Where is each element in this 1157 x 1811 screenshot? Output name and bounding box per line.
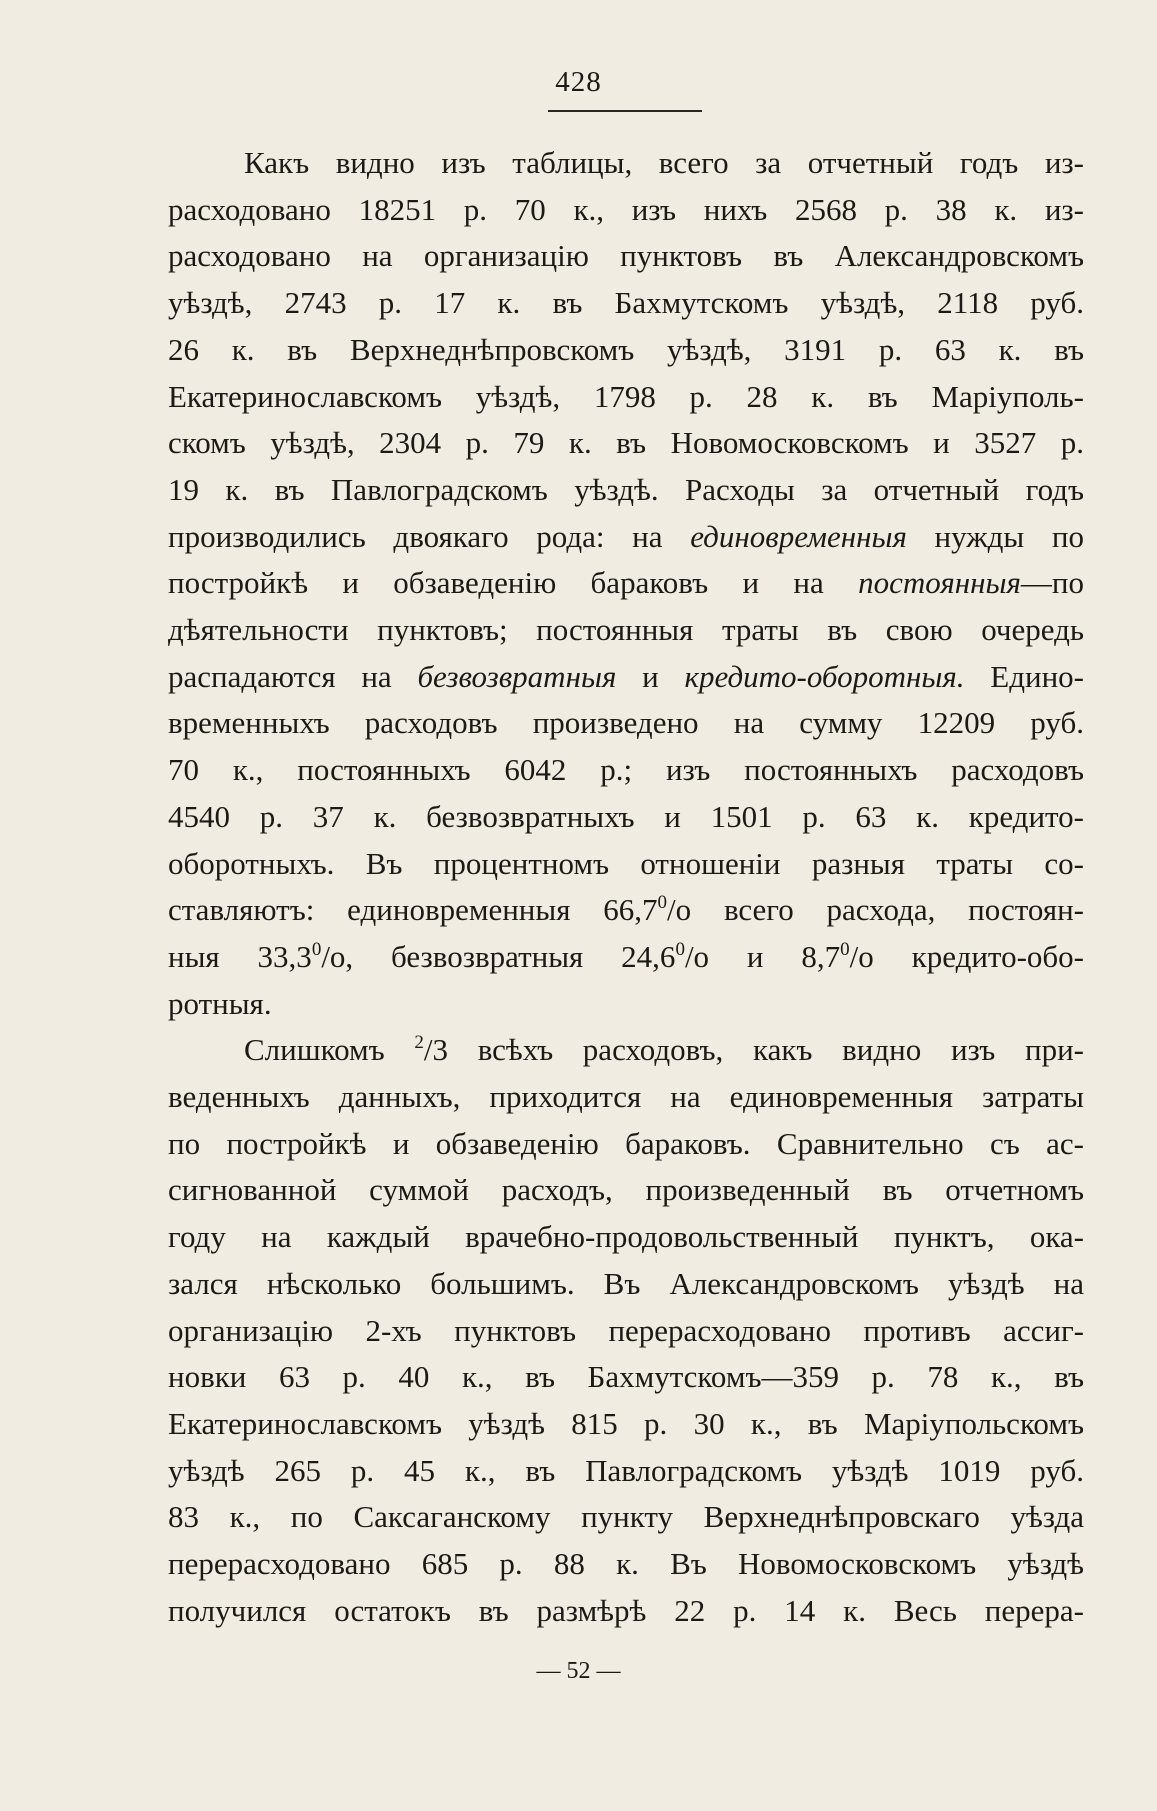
text-line: уѣздѣ 265 р. 45 к., въ Павлоградскомъ уѣздѣ 1019 руб. bbox=[168, 1452, 1084, 1488]
text-line: зался нѣсколько большимъ. Въ Александровскомъ уѣздѣ на bbox=[168, 1265, 1084, 1301]
text-line: расходовано на организацію пунктовъ въ Александровскомъ bbox=[168, 238, 1084, 274]
text-line: организацію 2-хъ пунктовъ перерасходовано противъ ассиг- bbox=[168, 1312, 1084, 1348]
page-number: 428 bbox=[555, 66, 602, 98]
text-line: по постройкѣ и обзаведенію бараковъ. Сравнительно съ ас- bbox=[168, 1125, 1084, 1161]
text-line: дѣятельности пунктовъ; постоянныя траты въ свою очередь bbox=[168, 612, 1084, 648]
text-line: ставляютъ: единовременныя 66,7$^0$/o всего расхода, постоян- bbox=[168, 892, 1084, 928]
italic-term: постоянныя bbox=[858, 565, 1021, 601]
text-line: производились двоякаго рода: на единовременныя нужды по bbox=[168, 518, 1084, 554]
text-line: Екатеринославскомъ уѣздѣ, 1798 р. 28 к. въ Маріуполь- bbox=[168, 378, 1084, 414]
italic-term: единовременныя bbox=[690, 518, 907, 554]
text-line: сигнованной суммой расходъ, произведенный въ отчетномъ bbox=[168, 1172, 1084, 1208]
sheet-number: — 52 — bbox=[536, 1658, 621, 1684]
text-line: перерасходовано 685 р. 88 к. Въ Новомосковскомъ уѣздѣ bbox=[168, 1546, 1084, 1582]
text-line: ротныя. bbox=[168, 985, 272, 1021]
text-line: оборотныхъ. Въ процентномъ отношеніи разныя траты со- bbox=[168, 845, 1084, 881]
text-line: ныя 33,3$^0$/o, безвозвратныя 24,6$^0$/o и $8,7^0/o$ кредито-обо- bbox=[168, 938, 1084, 974]
text-line: Какъ видно изъ таблицы, всего за отчетный годъ из- bbox=[244, 145, 1084, 180]
text-line: 19 к. въ Павлоградскомъ уѣздѣ. Расходы за отчетный годъ bbox=[168, 471, 1084, 507]
text-line: расходовано 18251 р. 70 к., изъ нихъ 2568 р. 38 к. из- bbox=[168, 191, 1084, 227]
text-line: веденныхъ данныхъ, приходится на единовременныя затраты bbox=[168, 1079, 1084, 1115]
text-line: уѣздѣ, 2743 р. 17 к. въ Бахмутскомъ уѣздѣ, 2118 руб. bbox=[168, 285, 1084, 321]
text-line: скомъ уѣздѣ, 2304 р. 79 к. въ Новомосковскомъ и 3527 р. bbox=[168, 425, 1084, 461]
text-line: постройкѣ и обзаведенію бараковъ и на постоянныя—по bbox=[168, 565, 1084, 601]
text-line: 83 к., по Саксаганскому пункту Верхнеднѣпровскаго уѣзда bbox=[168, 1499, 1084, 1535]
italic-term: безвозвратныя bbox=[417, 658, 617, 694]
text-line: временныхъ расходовъ произведено на сумму 12209 руб. bbox=[168, 705, 1084, 741]
text-line: 26 к. въ Верхнеднѣпровскомъ уѣздѣ, 3191 р. 63 к. въ bbox=[168, 331, 1084, 367]
text-line: новки 63 р. 40 к., въ Бахмутскомъ—359 р. 78 к., въ bbox=[168, 1359, 1084, 1395]
page-number-rule bbox=[548, 110, 702, 112]
body-text bbox=[168, 140, 1084, 1635]
text-line: распадаются на безвозвратныя и кредито-оборотныя. Едино- bbox=[168, 658, 1084, 694]
text-line: году на каждый врачебно-продовольственный пунктъ, ока- bbox=[168, 1219, 1084, 1255]
text-line: 70 к., постоянныхъ 6042 р.; изъ постоянныхъ расходовъ bbox=[168, 752, 1084, 788]
italic-term: кредито-оборотныя. bbox=[684, 658, 965, 694]
text-line: Слишкомъ $^2$/3 всѣхъ расходовъ, какъ видно изъ при- bbox=[244, 1032, 1084, 1068]
text-line: получился остатокъ въ размѣрѣ 22 р. 14 к. Весь перера- bbox=[168, 1592, 1084, 1628]
text-line: 4540 р. 37 к. безвозвратныхъ и 1501 р. 63 к. кредито- bbox=[168, 798, 1084, 834]
text-line: Екатеринославскомъ уѣздѣ 815 р. 30 к., въ Маріупольскомъ bbox=[168, 1405, 1084, 1441]
